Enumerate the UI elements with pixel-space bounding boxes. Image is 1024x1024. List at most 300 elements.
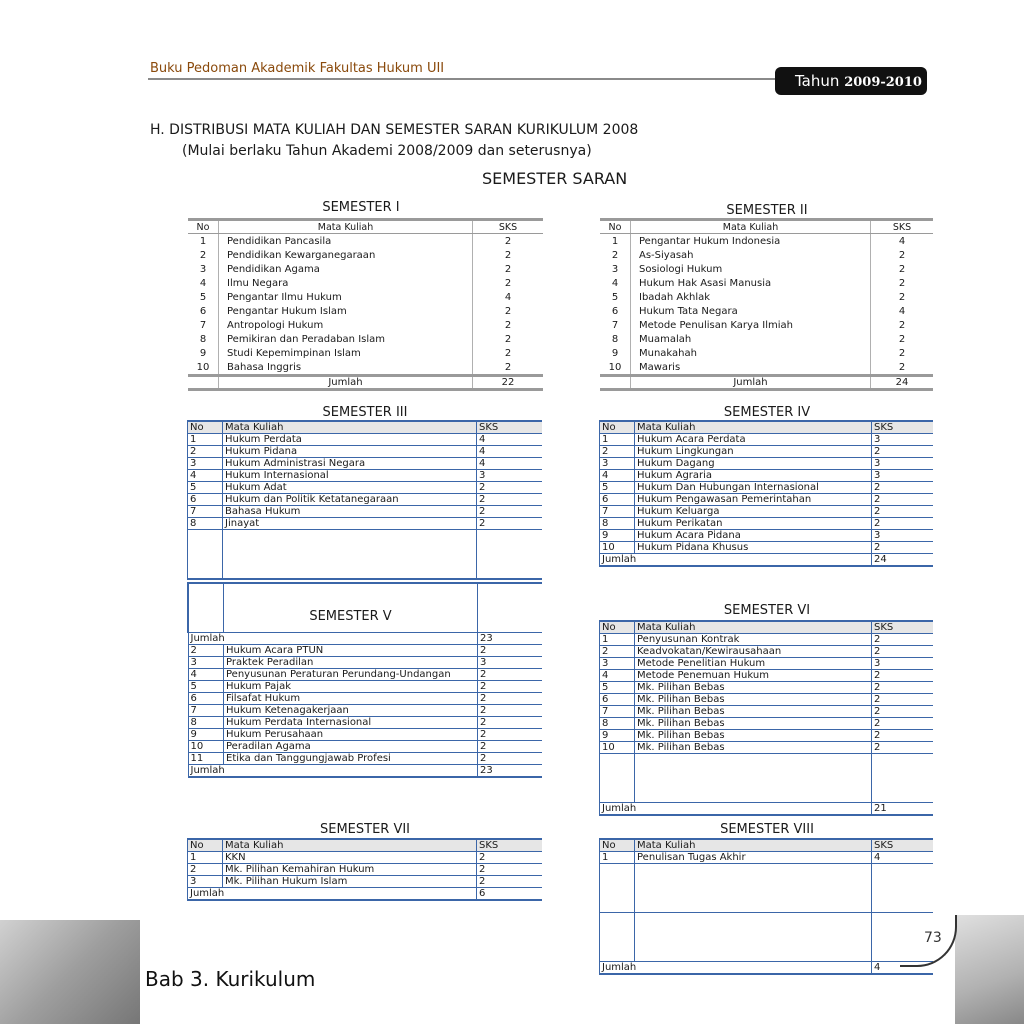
table-row — [188, 494, 543, 506]
cell-course: Hukum Dagang — [635, 458, 872, 470]
cell-no: 2 — [611, 249, 619, 261]
cell-no: 5 — [188, 681, 224, 693]
cell-no: 5 — [188, 482, 223, 494]
table-row — [188, 518, 543, 530]
cell-sks: 2 — [872, 646, 934, 658]
cell-sks: 2 — [871, 360, 934, 376]
table-row — [600, 276, 933, 290]
semester-5-table — [187, 582, 542, 778]
cell-course: Pendidikan Kewarganegaraan — [219, 248, 473, 262]
cell-no: 9 — [188, 729, 224, 741]
cell-no: 1 — [600, 634, 635, 646]
page-number: 73 — [924, 930, 942, 946]
cell-no: 10 — [196, 361, 210, 373]
table-row — [600, 742, 934, 754]
col-no: No — [600, 839, 635, 852]
cell-sks: 2 — [871, 346, 934, 360]
cell-no: 6 — [199, 305, 207, 317]
cell-sks: 2 — [872, 718, 934, 730]
cell-sks: 2 — [478, 693, 543, 705]
cell-no: 3 — [600, 658, 635, 670]
cell-no: 3 — [188, 876, 223, 888]
cell-sks: 2 — [872, 670, 934, 682]
cell-course: Hukum Pengawasan Pemerintahan — [635, 494, 872, 506]
cell-no: 1 — [199, 235, 207, 247]
cell-sks: 2 — [473, 360, 544, 376]
cell-sks: 4 — [473, 290, 544, 304]
table-row — [188, 705, 542, 717]
col-sks: SKS — [477, 839, 543, 852]
cell-no: 3 — [600, 458, 635, 470]
cell-course: Hukum Acara PTUN — [224, 645, 478, 657]
cell-no: 8 — [600, 718, 635, 730]
cell-sks: 4 — [477, 446, 543, 458]
footer-photo-left — [0, 920, 140, 1024]
total-value: 24 — [872, 554, 934, 567]
table-row — [188, 360, 543, 376]
cell-no: 3 — [199, 263, 207, 275]
cell-course: Keadvokatan/Kewirausahaan — [635, 646, 872, 658]
cell-course: Ibadah Akhlak — [631, 290, 871, 304]
cell-sks: 2 — [872, 742, 934, 754]
cell-sks: 2 — [872, 518, 934, 530]
cell-no: 6 — [600, 694, 635, 706]
cell-sks: 2 — [872, 482, 934, 494]
cell-course: Mk. Pilihan Bebas — [635, 718, 872, 730]
cell-sks: 2 — [872, 706, 934, 718]
cell-sks: 2 — [872, 634, 934, 646]
cell-no: 10 — [188, 741, 224, 753]
cell-no: 10 — [600, 742, 635, 754]
col-no: No — [600, 220, 631, 234]
col-sks: SKS — [872, 839, 934, 852]
total-label: Jumlah — [600, 962, 872, 975]
cell-sks: 4 — [872, 852, 934, 864]
table-row — [600, 852, 934, 864]
table-row — [188, 482, 543, 494]
cell-sks: 2 — [473, 346, 544, 360]
semester-1-label: SEMESTER I — [322, 200, 400, 215]
cell-sks: 4 — [871, 234, 934, 249]
cell-sks: 2 — [478, 729, 543, 741]
table-row — [188, 276, 543, 290]
table-row — [600, 706, 934, 718]
col-course: Mata Kuliah — [223, 421, 477, 434]
cell-no: 8 — [600, 518, 635, 530]
cell-course: Hukum Perusahaan — [224, 729, 478, 741]
semester-8-table — [599, 838, 933, 975]
cell-course: Hukum Ketenagakerjaan — [224, 705, 478, 717]
cell-no: 7 — [199, 319, 207, 331]
cell-no: 3 — [611, 263, 619, 275]
cell-no: 3 — [188, 657, 224, 669]
semester-6-table — [599, 620, 933, 816]
cell-no: 4 — [611, 277, 619, 289]
cell-no: 5 — [199, 291, 207, 303]
table-row — [600, 434, 934, 446]
total-label: Jumlah — [188, 888, 477, 901]
table-row — [188, 506, 543, 518]
table-row — [600, 446, 934, 458]
table-row — [188, 852, 543, 864]
total-label: Jumlah — [219, 376, 473, 390]
cell-no: 9 — [600, 730, 635, 742]
col-no: No — [188, 220, 219, 234]
semester-6-label: SEMESTER VI — [723, 603, 811, 618]
cell-sks: 2 — [473, 332, 544, 346]
cell-sks: 4 — [477, 434, 543, 446]
cell-course: Bahasa Hukum — [223, 506, 477, 518]
cell-no: 5 — [611, 291, 619, 303]
cell-sks: 2 — [473, 248, 544, 262]
cell-no: 8 — [199, 333, 207, 345]
total-value: 6 — [477, 888, 543, 901]
cell-course: Penyusunan Kontrak — [635, 634, 872, 646]
cell-sks: 2 — [872, 694, 934, 706]
cell-course: Penulisan Tugas Akhir — [635, 852, 872, 864]
col-course: Mata Kuliah — [635, 621, 872, 634]
cell-sks: 2 — [871, 276, 934, 290]
cell-sks: 2 — [871, 332, 934, 346]
col-sks: SKS — [473, 220, 544, 234]
col-no: No — [188, 421, 223, 434]
cell-no: 1 — [600, 852, 635, 864]
cell-course: Hukum dan Politik Ketatanegaraan — [223, 494, 477, 506]
total-value: 22 — [473, 376, 544, 390]
table-row — [188, 681, 542, 693]
table-row — [600, 682, 934, 694]
book-title: Buku Pedoman Akademik Fakultas Hukum UII — [150, 61, 445, 76]
cell-no: 8 — [188, 717, 224, 729]
semester-5-label: SEMESTER V — [224, 583, 478, 633]
cell-no: 2 — [600, 446, 635, 458]
cell-course: Ilmu Negara — [219, 276, 473, 290]
cell-no: 2 — [188, 864, 223, 876]
cell-no: 5 — [600, 682, 635, 694]
cell-no: 6 — [188, 693, 224, 705]
table-row — [600, 694, 934, 706]
cell-sks: 2 — [477, 852, 543, 864]
cell-course: Pemikiran dan Peradaban Islam — [219, 332, 473, 346]
cell-sks: 2 — [871, 248, 934, 262]
cell-course: Hukum Acara Perdata — [635, 434, 872, 446]
cell-no: 4 — [188, 470, 223, 482]
cell-course: Pengantar Hukum Islam — [219, 304, 473, 318]
table-row — [188, 717, 542, 729]
cell-course: Hukum Perikatan — [635, 518, 872, 530]
table-row — [188, 346, 543, 360]
cell-sks: 2 — [872, 730, 934, 742]
cell-sks: 2 — [478, 705, 543, 717]
year-badge — [775, 67, 927, 95]
cell-sks: 2 — [872, 682, 934, 694]
cell-no: 6 — [600, 494, 635, 506]
col-sks: SKS — [477, 421, 543, 434]
total-value: 21 — [872, 803, 934, 816]
cell-course: Hukum Perdata Internasional — [224, 717, 478, 729]
cell-course: Hukum Perdata — [223, 434, 477, 446]
cell-sks: 2 — [872, 446, 934, 458]
footer-photo-right — [955, 915, 1024, 1024]
semester-4-table — [599, 420, 933, 567]
cell-no: 7 — [188, 705, 224, 717]
table-row — [188, 645, 542, 657]
cell-sks: 3 — [872, 470, 934, 482]
cell-no: 2 — [199, 249, 207, 261]
cell-sks: 3 — [872, 658, 934, 670]
cell-course: Metode Penelitian Hukum — [635, 658, 872, 670]
col-sks: SKS — [872, 421, 934, 434]
table-row — [600, 262, 933, 276]
cell-sks: 2 — [478, 681, 543, 693]
col-course: Mata Kuliah — [223, 839, 477, 852]
cell-sks: 2 — [477, 518, 543, 530]
cell-sks: 2 — [477, 876, 543, 888]
total-value: 24 — [871, 376, 934, 390]
cell-course: Bahasa Inggris — [219, 360, 473, 376]
cell-no: 4 — [600, 470, 635, 482]
cell-sks: 4 — [477, 458, 543, 470]
cell-sks: 2 — [871, 290, 934, 304]
cell-course: Etika dan Tanggungjawab Profesi — [224, 753, 478, 765]
cell-course: Filsafat Hukum — [224, 693, 478, 705]
cell-course: Hukum Pidana — [223, 446, 477, 458]
total-label: Jumlah — [188, 765, 478, 778]
table-row — [188, 693, 542, 705]
table-row — [600, 470, 934, 482]
table-row — [188, 434, 543, 446]
total-value: 23 — [478, 765, 543, 778]
cell-sks: 2 — [473, 262, 544, 276]
cell-no: 8 — [188, 518, 223, 530]
cell-sks: 2 — [477, 506, 543, 518]
table-row — [600, 318, 933, 332]
cell-course: Hukum Agraria — [635, 470, 872, 482]
col-sks: SKS — [872, 621, 934, 634]
cell-sks: 3 — [872, 458, 934, 470]
table-row — [600, 530, 934, 542]
table-row — [188, 248, 543, 262]
table-row — [188, 864, 543, 876]
table-row — [600, 494, 934, 506]
cell-course: Mk. Pilihan Hukum Islam — [223, 876, 477, 888]
chapter-title: Bab 3. Kurikulum — [145, 967, 316, 991]
cell-course: Hukum Keluarga — [635, 506, 872, 518]
semester-4-label: SEMESTER IV — [723, 405, 811, 420]
total-label: Jumlah — [600, 554, 872, 567]
cell-sks: 3 — [872, 530, 934, 542]
cell-course: Hukum Acara Pidana — [635, 530, 872, 542]
table-row — [600, 506, 934, 518]
total-label: Jumlah — [600, 803, 872, 816]
cell-course: Muamalah — [631, 332, 871, 346]
table-row — [188, 332, 543, 346]
table-row — [600, 248, 933, 262]
cell-course: Hukum Hak Asasi Manusia — [631, 276, 871, 290]
semester-2-table — [600, 218, 933, 391]
cell-course: KKN — [223, 852, 477, 864]
table-row — [600, 234, 933, 249]
cell-no: 1 — [188, 434, 223, 446]
cell-course: Pendidikan Agama — [219, 262, 473, 276]
header-rule — [148, 78, 778, 80]
cell-course: Hukum Tata Negara — [631, 304, 871, 318]
cell-sks: 2 — [473, 234, 544, 249]
cell-course: Mk. Pilihan Bebas — [635, 694, 872, 706]
table-row — [600, 730, 934, 742]
cell-course: As-Siyasah — [631, 248, 871, 262]
section-subtitle: (Mulai berlaku Tahun Akademi 2008/2009 dan seterusnya) — [182, 143, 592, 159]
cell-sks: 2 — [478, 717, 543, 729]
cell-sks: 3 — [477, 470, 543, 482]
cell-no: 7 — [188, 506, 223, 518]
cell-sks: 2 — [478, 753, 543, 765]
cell-course: Mk. Pilihan Bebas — [635, 730, 872, 742]
cell-sks: 2 — [872, 494, 934, 506]
semester-3-label: SEMESTER III — [322, 405, 408, 420]
cell-no: 6 — [611, 305, 619, 317]
cell-course: Sosiologi Hukum — [631, 262, 871, 276]
semester-7-label: SEMESTER VII — [319, 822, 411, 837]
year-value: 2009-2010 — [844, 75, 922, 90]
cell-course: Hukum Dan Hubungan Internasional — [635, 482, 872, 494]
cell-course: Pengantar Ilmu Hukum — [219, 290, 473, 304]
section-title: H. DISTRIBUSI MATA KULIAH DAN SEMESTER SARAN KURIKULUM 2008 — [150, 122, 639, 138]
table-row — [188, 290, 543, 304]
cell-course: Hukum Pidana Khusus — [635, 542, 872, 554]
cell-no: 4 — [600, 670, 635, 682]
cell-course: Munakahah — [631, 346, 871, 360]
cell-no: 9 — [611, 347, 619, 359]
col-sks: SKS — [871, 220, 934, 234]
cell-no: 7 — [611, 319, 619, 331]
cell-no: 6 — [188, 494, 223, 506]
cell-no: 1 — [188, 852, 223, 864]
table-row — [188, 657, 542, 669]
cell-course: Hukum Adat — [223, 482, 477, 494]
table-row — [188, 470, 543, 482]
cell-course: Mawaris — [631, 360, 871, 376]
table-row — [188, 669, 542, 681]
cell-no: 2 — [188, 446, 223, 458]
cell-sks: 2 — [477, 864, 543, 876]
table-row — [188, 304, 543, 318]
cell-sks: 2 — [872, 542, 934, 554]
cell-no: 11 — [188, 753, 224, 765]
cell-course: Praktek Peradilan — [224, 657, 478, 669]
cell-course: Hukum Lingkungan — [635, 446, 872, 458]
semester-2-label: SEMESTER II — [726, 203, 808, 218]
table-row — [600, 332, 933, 346]
semester-3-table — [187, 420, 542, 580]
total-value: 4 — [872, 962, 934, 975]
cell-course: Metode Penemuan Hukum — [635, 670, 872, 682]
cell-no: 5 — [600, 482, 635, 494]
table-row — [600, 304, 933, 318]
total-label: Jumlah — [631, 376, 871, 390]
cell-course: Studi Kepemimpinan Islam — [219, 346, 473, 360]
cell-sks: 2 — [478, 645, 543, 657]
col-no: No — [600, 421, 635, 434]
cell-sks: 3 — [478, 657, 543, 669]
table-row — [600, 360, 933, 376]
cell-sks: 2 — [473, 276, 544, 290]
table-row — [188, 741, 542, 753]
cell-no: 9 — [600, 530, 635, 542]
cell-sks: 3 — [872, 434, 934, 446]
cell-sks: 4 — [871, 304, 934, 318]
semester-7-table — [187, 838, 542, 901]
table-row — [188, 458, 543, 470]
cell-course: Pendidikan Pancasila — [219, 234, 473, 249]
col-course: Mata Kuliah — [631, 220, 871, 234]
cell-course: Penyusunan Peraturan Perundang-Undangan — [224, 669, 478, 681]
cell-no: 7 — [600, 506, 635, 518]
table-row — [600, 482, 934, 494]
cell-course: Metode Penulisan Karya Ilmiah — [631, 318, 871, 332]
table-row — [600, 646, 934, 658]
col-no: No — [188, 839, 223, 852]
table-row — [600, 458, 934, 470]
cell-course: Mk. Pilihan Bebas — [635, 706, 872, 718]
cell-sks: 2 — [478, 741, 543, 753]
cell-no: 10 — [608, 361, 622, 373]
total-value: 23 — [478, 633, 543, 645]
cell-no: 2 — [600, 646, 635, 658]
cell-no: 8 — [611, 333, 619, 345]
table-row — [600, 518, 934, 530]
table-row — [188, 753, 542, 765]
table-row — [188, 876, 543, 888]
cell-sks: 2 — [473, 304, 544, 318]
cell-course: Mk. Pilihan Bebas — [635, 742, 872, 754]
table-row — [600, 346, 933, 360]
table-row — [188, 234, 543, 249]
table-row — [600, 634, 934, 646]
cell-no: 7 — [600, 706, 635, 718]
cell-sks: 2 — [871, 262, 934, 276]
cell-no: 1 — [600, 434, 635, 446]
table-row — [600, 290, 933, 304]
cell-course: Jinayat — [223, 518, 477, 530]
table-row — [600, 670, 934, 682]
cell-course: Pengantar Hukum Indonesia — [631, 234, 871, 249]
cell-course: Mk. Pilihan Bebas — [635, 682, 872, 694]
semester-8-label: SEMESTER VIII — [720, 822, 814, 837]
cell-no: 3 — [188, 458, 223, 470]
cell-no: 2 — [188, 645, 224, 657]
cell-sks: 2 — [477, 494, 543, 506]
cell-sks: 2 — [478, 669, 543, 681]
table-row — [600, 718, 934, 730]
semester-saran-heading: SEMESTER SARAN — [482, 169, 628, 188]
col-course: Mata Kuliah — [635, 421, 872, 434]
total-label: Jumlah — [188, 633, 478, 645]
table-row — [600, 542, 934, 554]
table-row — [188, 318, 543, 332]
cell-course: Hukum Internasional — [223, 470, 477, 482]
cell-sks: 2 — [477, 482, 543, 494]
cell-course: Mk. Pilihan Kemahiran Hukum — [223, 864, 477, 876]
table-row — [188, 729, 542, 741]
table-row — [600, 658, 934, 670]
cell-no: 4 — [188, 669, 224, 681]
cell-no: 10 — [600, 542, 635, 554]
cell-course: Antropologi Hukum — [219, 318, 473, 332]
col-course: Mata Kuliah — [635, 839, 872, 852]
semester-1-table — [188, 218, 543, 391]
cell-course: Peradilan Agama — [224, 741, 478, 753]
